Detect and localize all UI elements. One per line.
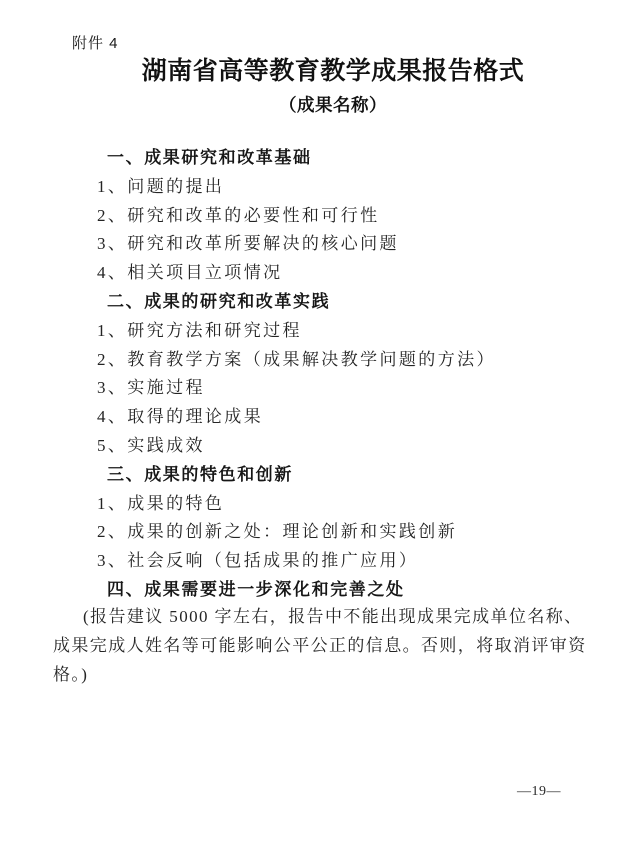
outline-section-heading: 四、成果需要进一步深化和完善之处 <box>107 579 405 599</box>
page-number: —19— <box>517 784 561 799</box>
outline-item: 3、研究和改革所要解决的核心问题 <box>97 234 399 254</box>
outline-section-heading: 二、成果的研究和改革实践 <box>107 291 331 311</box>
outline-item: 4、取得的理论成果 <box>97 407 264 427</box>
document-subtitle: （成果名称） <box>279 95 387 115</box>
report-outline <box>0 144 640 605</box>
note-line: 格。) <box>53 664 89 684</box>
outline-item: 1、成果的特色 <box>97 493 225 513</box>
note-line: (报告建议 5000 字左右，报告中不能出现成果完成单位名称、 <box>83 607 583 626</box>
note-line: 成果完成人姓名等可能影响公平公正的信息。否则，将取消评审资 <box>53 635 587 655</box>
outline-item: 3、实施过程 <box>97 378 205 398</box>
outline-item: 2、研究和改革的必要性和可行性 <box>97 205 380 225</box>
outline-item: 2、教育教学方案（成果解决教学问题的方法） <box>97 349 496 369</box>
outline-item: 2、成果的创新之处：理论创新和实践创新 <box>97 522 458 542</box>
outline-section-heading: 一、成果研究和改革基础 <box>107 148 312 167</box>
document-title: 湖南省高等教育教学成果报告格式 <box>141 57 525 85</box>
outline-item: 3、社会反响（包括成果的推广应用） <box>97 551 419 571</box>
outline-section-heading: 三、成果的特色和创新 <box>107 464 293 484</box>
outline-item: 5、实践成效 <box>97 435 205 455</box>
outline-item: 4、相关项目立项情况 <box>97 263 283 283</box>
note-paragraph <box>53 603 595 689</box>
outline-item: 1、研究方法和研究过程 <box>97 320 302 340</box>
attachment-label: 附件 4 <box>72 35 119 52</box>
outline-item: 1、问题的提出 <box>97 176 225 196</box>
